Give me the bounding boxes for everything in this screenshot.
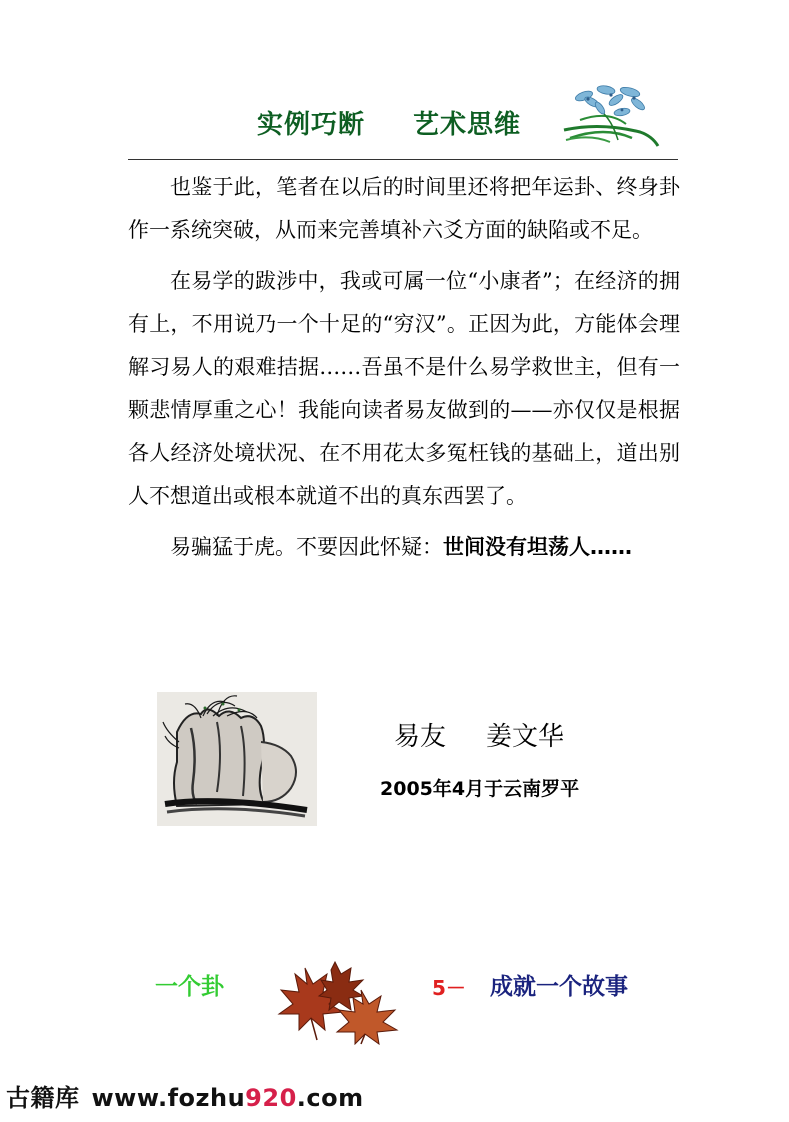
footer-right-text: 成就一个故事 xyxy=(490,974,628,1000)
footer-left-text: 一个卦 xyxy=(155,974,224,1000)
signature-date: 2005年4月于云南罗平 xyxy=(380,778,580,800)
page-number: 5－ xyxy=(432,976,466,1000)
paragraph-3-bold: 世间没有坦荡人…… xyxy=(443,535,632,559)
signature-label: 易友 xyxy=(394,722,447,752)
watermark-url-number: 920 xyxy=(245,1084,297,1112)
paragraph-3 xyxy=(128,526,680,569)
header-title-right: 艺术思维 xyxy=(413,110,522,140)
maple-leaves-icon xyxy=(265,960,410,1045)
paragraph-2: 在易学的跋涉中，我或可属一位“小康者”；在经济的拥有上，不用说乃一个十足的“穷汉”。正因为此，方能体会理解习易人的艰难拮据……吾虽不是什么易学救世主，但有一颗悲情厚重之心！我能向读者易友做到的——亦仅仅是根据各人经济处境状况、在不用花太多冤枉钱的基础上，道出别人不想道出或根本就道不出的真东西罢了。 xyxy=(128,269,680,508)
watermark xyxy=(6,1078,364,1113)
ink-rock-painting xyxy=(157,692,317,826)
watermark-url-prefix: www.fozhu xyxy=(91,1084,246,1112)
paragraph-1: 也鉴于此，笔者在以后的时间里还将把年运卦、终身卦作一系统突破，从而来完善填补六爻方面的缺陷或不足。 xyxy=(128,175,680,242)
watermark-brand: 古籍库 xyxy=(6,1084,80,1112)
header-divider xyxy=(128,159,678,160)
body-text xyxy=(128,166,680,569)
signature xyxy=(394,716,564,753)
header-title-left: 实例巧断 xyxy=(257,110,366,140)
paragraph-3-normal: 易骗猛于虎。不要因此怀疑： xyxy=(170,535,443,559)
page-header-title xyxy=(257,104,521,141)
watermark-url-suffix: .com xyxy=(296,1084,364,1112)
orchid-flower-icon xyxy=(560,80,664,150)
author-name: 姜文华 xyxy=(486,722,565,752)
